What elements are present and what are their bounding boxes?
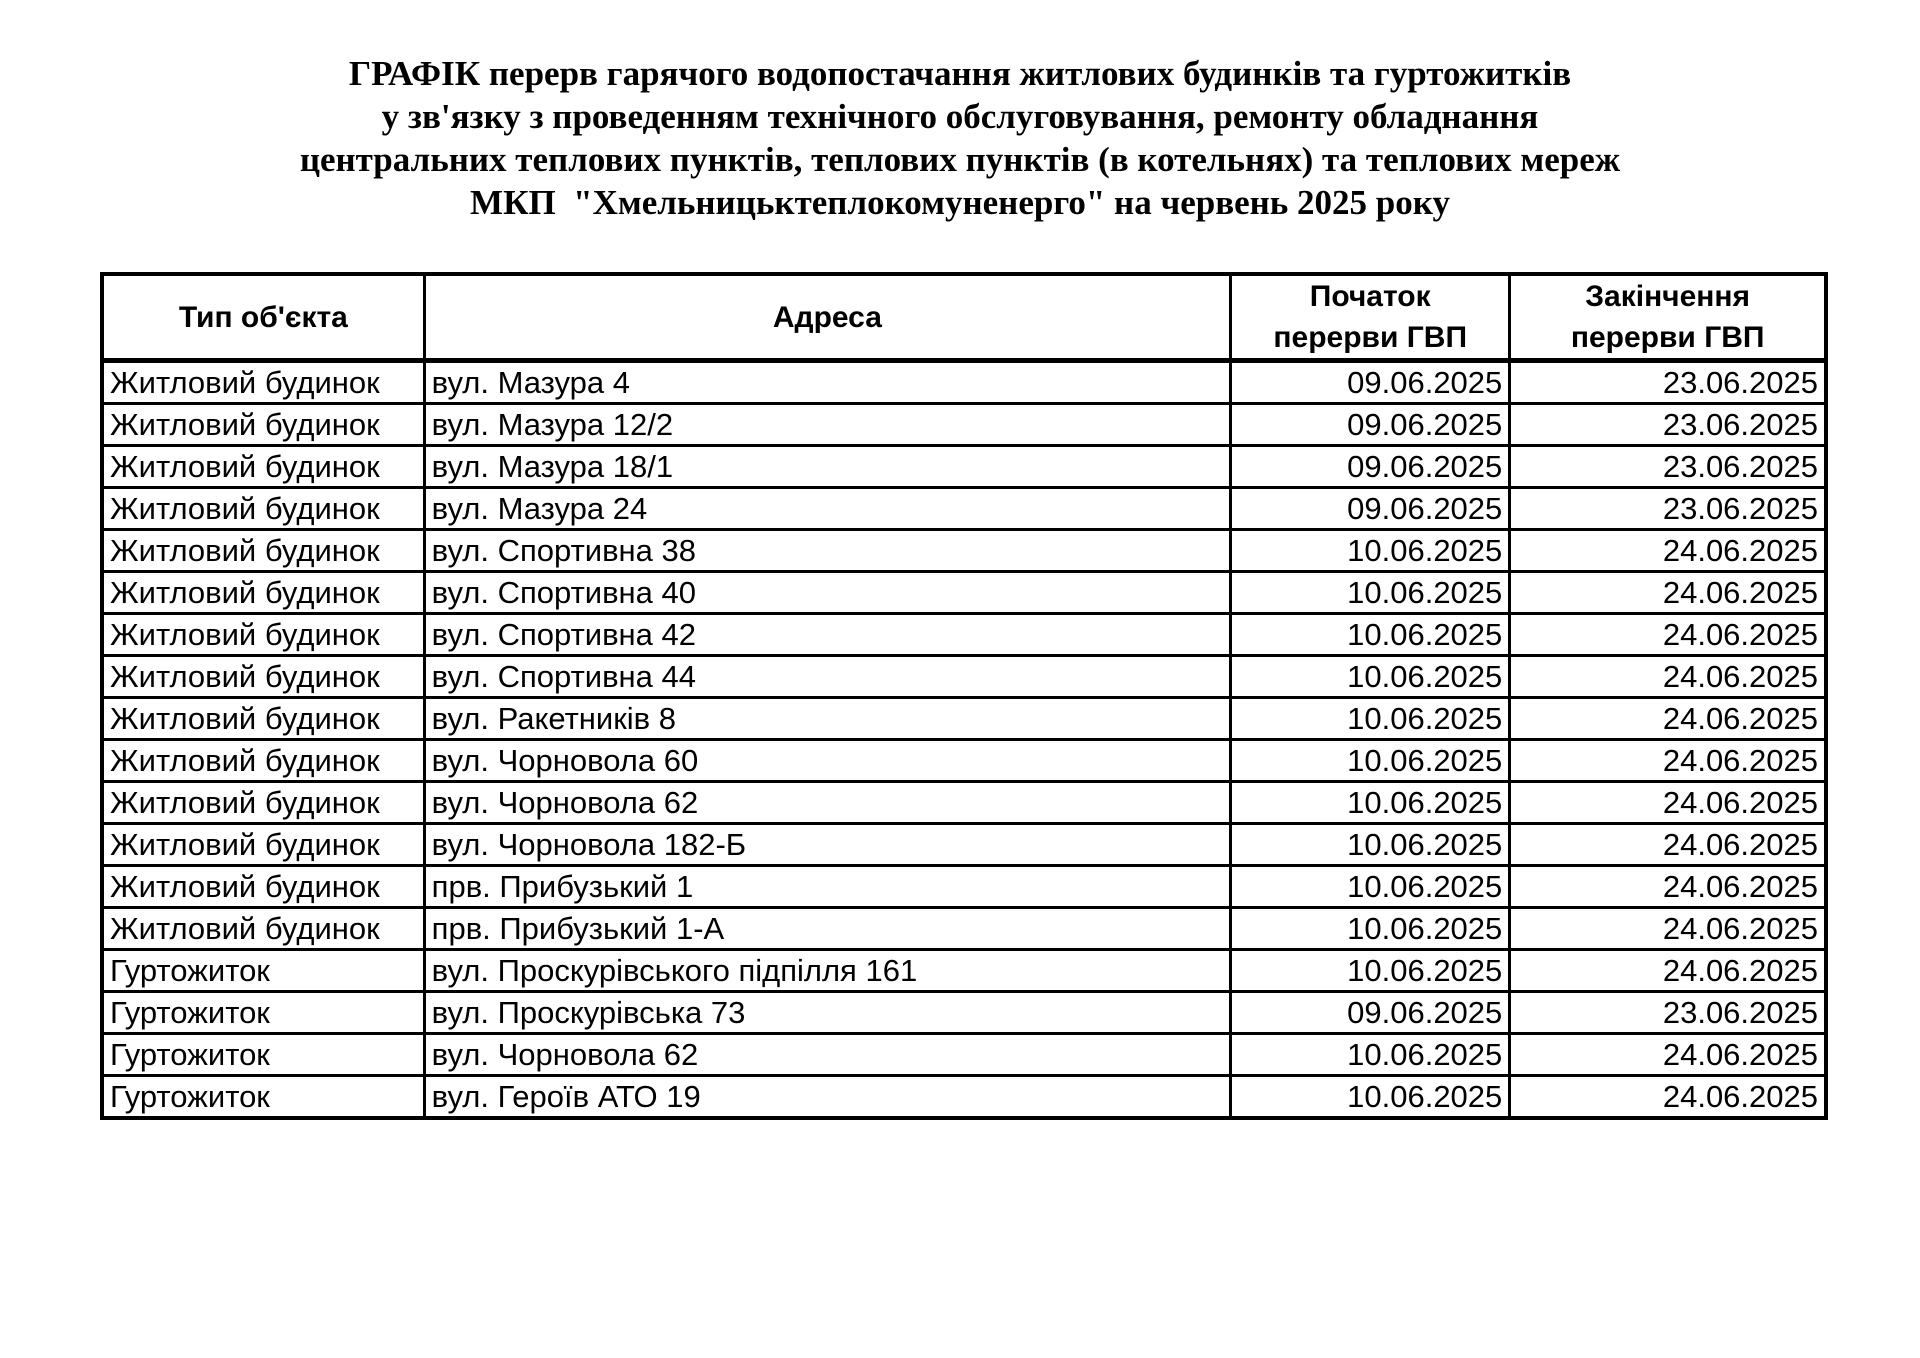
cell-type: Житловий будинок	[102, 698, 424, 740]
cell-type: Гуртожиток	[102, 992, 424, 1034]
table-row	[102, 740, 1826, 782]
cell-address: вул. Спортивна 42	[424, 614, 1230, 656]
cell-end-date: 24.06.2025	[1510, 824, 1826, 866]
header-start-line1: Початок	[1309, 280, 1431, 313]
cell-type: Житловий будинок	[102, 740, 424, 782]
cell-end-date: 24.06.2025	[1510, 908, 1826, 950]
header-address	[424, 274, 1230, 361]
cell-type: Житловий будинок	[102, 488, 424, 530]
cell-type: Житловий будинок	[102, 824, 424, 866]
cell-address: вул. Мазура 4	[424, 361, 1230, 404]
table-row	[102, 488, 1826, 530]
header-end	[1510, 274, 1826, 361]
cell-start-date: 10.06.2025	[1231, 908, 1510, 950]
cell-end-date: 24.06.2025	[1510, 698, 1826, 740]
header-type	[102, 274, 424, 361]
cell-address: вул. Спортивна 40	[424, 572, 1230, 614]
table-row	[102, 361, 1826, 404]
cell-end-date: 24.06.2025	[1510, 572, 1826, 614]
cell-start-date: 10.06.2025	[1231, 1034, 1510, 1076]
cell-start-date: 10.06.2025	[1231, 656, 1510, 698]
cell-start-date: 09.06.2025	[1231, 361, 1510, 404]
schedule-table	[100, 272, 1828, 1120]
cell-type: Житловий будинок	[102, 908, 424, 950]
table-row	[102, 824, 1826, 866]
table-row	[102, 404, 1826, 446]
header-end-line1: Закінчення	[1585, 280, 1751, 313]
cell-type: Житловий будинок	[102, 361, 424, 404]
header-row	[102, 274, 1826, 361]
title-line-4: МКП "Хмельницьктеплокомуненерго" на червень 2025 року	[470, 183, 1450, 222]
cell-address: вул. Спортивна 44	[424, 656, 1230, 698]
table-row	[102, 1076, 1826, 1119]
cell-start-date: 10.06.2025	[1231, 1076, 1510, 1119]
cell-start-date: 10.06.2025	[1231, 572, 1510, 614]
cell-type: Житловий будинок	[102, 572, 424, 614]
cell-address: вул. Ракетників 8	[424, 698, 1230, 740]
cell-start-date: 09.06.2025	[1231, 488, 1510, 530]
cell-address: вул. Проскурівська 73	[424, 992, 1230, 1034]
cell-start-date: 10.06.2025	[1231, 824, 1510, 866]
cell-end-date: 24.06.2025	[1510, 1076, 1826, 1119]
table-row	[102, 698, 1826, 740]
cell-type: Житловий будинок	[102, 614, 424, 656]
cell-end-date: 23.06.2025	[1510, 446, 1826, 488]
header-start	[1231, 274, 1510, 361]
cell-end-date: 23.06.2025	[1510, 361, 1826, 404]
cell-address: вул. Проскурівського підпілля 161	[424, 950, 1230, 992]
table-row	[102, 530, 1826, 572]
table-row	[102, 572, 1826, 614]
cell-start-date: 10.06.2025	[1231, 740, 1510, 782]
table-row	[102, 782, 1826, 824]
cell-address: вул. Чорновола 62	[424, 782, 1230, 824]
cell-type: Житловий будинок	[102, 866, 424, 908]
cell-address: вул. Чорновола 62	[424, 1034, 1230, 1076]
cell-type: Житловий будинок	[102, 782, 424, 824]
cell-end-date: 24.06.2025	[1510, 740, 1826, 782]
table-row	[102, 656, 1826, 698]
cell-type: Житловий будинок	[102, 530, 424, 572]
cell-end-date: 23.06.2025	[1510, 488, 1826, 530]
cell-type: Гуртожиток	[102, 1034, 424, 1076]
cell-end-date: 24.06.2025	[1510, 614, 1826, 656]
table-row	[102, 614, 1826, 656]
cell-address: прв. Прибузький 1-А	[424, 908, 1230, 950]
header-end-line2: перерви ГВП	[1570, 321, 1765, 354]
header-type-label: Тип об'єкта	[178, 300, 348, 334]
cell-start-date: 10.06.2025	[1231, 530, 1510, 572]
cell-address: вул. Героїв АТО 19	[424, 1076, 1230, 1119]
cell-start-date: 09.06.2025	[1231, 446, 1510, 488]
cell-type: Гуртожиток	[102, 1076, 424, 1119]
cell-end-date: 23.06.2025	[1510, 992, 1826, 1034]
table-row	[102, 866, 1826, 908]
cell-end-date: 23.06.2025	[1510, 404, 1826, 446]
title-line-3: центральних теплових пунктів, теплових пунктів (в котельнях) та теплових мереж	[299, 140, 1621, 179]
cell-address: вул. Чорновола 60	[424, 740, 1230, 782]
cell-address: вул. Чорновола 182-Б	[424, 824, 1230, 866]
table-row	[102, 950, 1826, 992]
cell-start-date: 10.06.2025	[1231, 698, 1510, 740]
cell-end-date: 24.06.2025	[1510, 656, 1826, 698]
cell-type: Житловий будинок	[102, 404, 424, 446]
cell-address: вул. Мазура 24	[424, 488, 1230, 530]
cell-end-date: 24.06.2025	[1510, 530, 1826, 572]
cell-address: прв. Прибузький 1	[424, 866, 1230, 908]
cell-type: Житловий будинок	[102, 446, 424, 488]
document-title	[0, 52, 1920, 224]
table-row	[102, 908, 1826, 950]
cell-type: Гуртожиток	[102, 950, 424, 992]
title-line-2: у зв'язку з проведенням технічного обслуговування, ремонту обладнання	[381, 97, 1539, 136]
cell-address: вул. Мазура 18/1	[424, 446, 1230, 488]
cell-type: Житловий будинок	[102, 656, 424, 698]
table-row	[102, 446, 1826, 488]
cell-start-date: 09.06.2025	[1231, 404, 1510, 446]
cell-end-date: 24.06.2025	[1510, 1034, 1826, 1076]
cell-start-date: 10.06.2025	[1231, 950, 1510, 992]
cell-end-date: 24.06.2025	[1510, 782, 1826, 824]
cell-address: вул. Мазура 12/2	[424, 404, 1230, 446]
title-line-1: ГРАФІК перерв гарячого водопостачання житлових будинків та гуртожитків	[348, 54, 1572, 93]
cell-start-date: 09.06.2025	[1231, 992, 1510, 1034]
table-row	[102, 992, 1826, 1034]
table-row	[102, 1034, 1826, 1076]
cell-start-date: 10.06.2025	[1231, 782, 1510, 824]
cell-end-date: 24.06.2025	[1510, 950, 1826, 992]
cell-start-date: 10.06.2025	[1231, 614, 1510, 656]
header-address-label: Адреса	[772, 300, 882, 334]
cell-start-date: 10.06.2025	[1231, 866, 1510, 908]
cell-address: вул. Спортивна 38	[424, 530, 1230, 572]
cell-end-date: 24.06.2025	[1510, 866, 1826, 908]
header-start-line2: перерви ГВП	[1273, 321, 1467, 354]
